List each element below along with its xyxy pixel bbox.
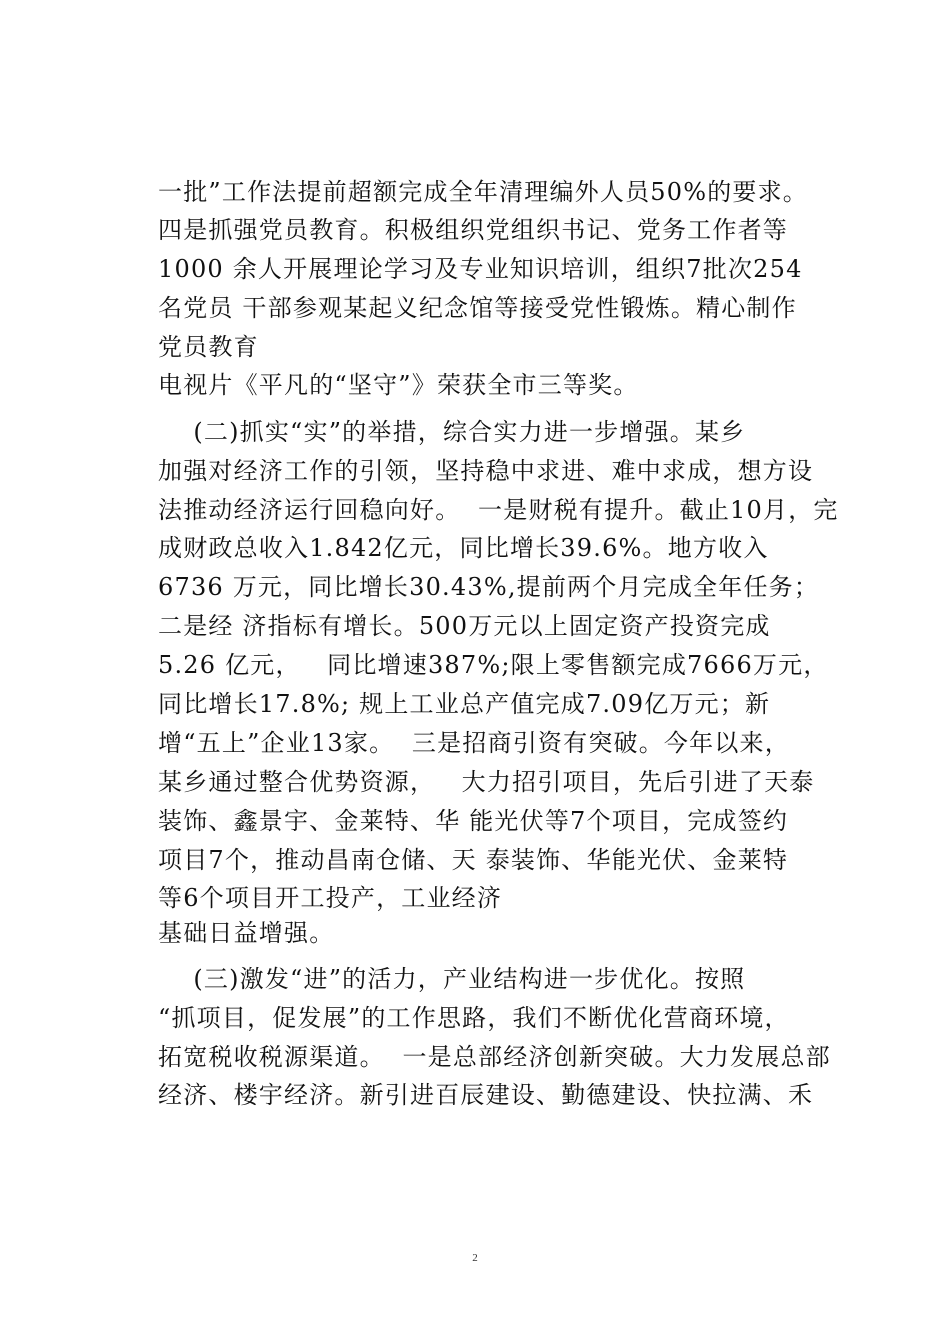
text-line: 6736 万元，同比增长30.43%,提前两个月完成全年任务；: [158, 573, 820, 601]
text-line: 基础日益增强。: [158, 919, 335, 947]
page-number: 2: [472, 1252, 478, 1264]
text-line: 名党员 干部参观某起义纪念馆等接受党性锻炼。精心制作: [158, 294, 797, 322]
text-line: 项目7个，推动昌南仓储、天 泰装饰、华能光伏、金莱特: [158, 846, 789, 874]
text-line: 党员教育: [158, 333, 259, 361]
text-line: 同比增长17.8%; 规上工业总产值完成7.09亿万元；新: [158, 690, 771, 718]
text-line: 四是抓强党员教育。积极组织党组织书记、党务工作者等: [158, 216, 788, 244]
text-line: 装饰、鑫景宇、金莱特、华 能光伏等7个项目，完成签约: [158, 807, 789, 835]
text-line: “抓项目，促发展”的工作思路，我们不断优化营商环境，: [158, 1004, 790, 1032]
text-line: 1000 余人开展理论学习及专业知识培训，组织7批次254: [158, 255, 803, 283]
text-line: 法推动经济运行回稳向好。 一是财税有提升。截止10月，完: [158, 496, 839, 524]
text-line: 5.26 亿元， 同比增速387%;限上零售额完成7666万元，: [158, 651, 829, 679]
text-line: 一批”工作法提前超额完成全年清理编外人员50%的要求。: [158, 178, 809, 206]
text-line: 某乡通过整合优势资源， 大力招引项目，先后引进了天泰: [158, 768, 815, 796]
text-line: 二是经 济指标有增长。500万元以上固定资产投资完成: [158, 612, 771, 640]
section-heading-line: (二)抓实“实”的举措，综合实力进一步增强。某乡: [158, 418, 746, 446]
text-line: 加强对经济工作的引领，坚持稳中求进、难中求成，想方设: [158, 457, 814, 485]
section-heading-line: (三)激发“进”的活力，产业结构进一步优化。按照: [158, 965, 746, 993]
text-line: 电视片《平凡的“坚守”》荣获全市三等奖。: [158, 371, 639, 399]
text-line: 拓宽税收税源渠道。 一是总部经济创新突破。大力发展总部: [158, 1043, 831, 1071]
text-line: 成财政总收入1.842亿元，同比增长39.6%。地方收入: [158, 534, 769, 562]
text-line: 等6个项目开工投产，工业经济: [158, 884, 503, 912]
text-line: 增“五上”企业13家。 三是招商引资有突破。今年以来，: [158, 729, 790, 757]
text-line: 经济、楼宇经济。新引进百辰建设、勤德建设、快拉满、禾: [158, 1081, 814, 1109]
